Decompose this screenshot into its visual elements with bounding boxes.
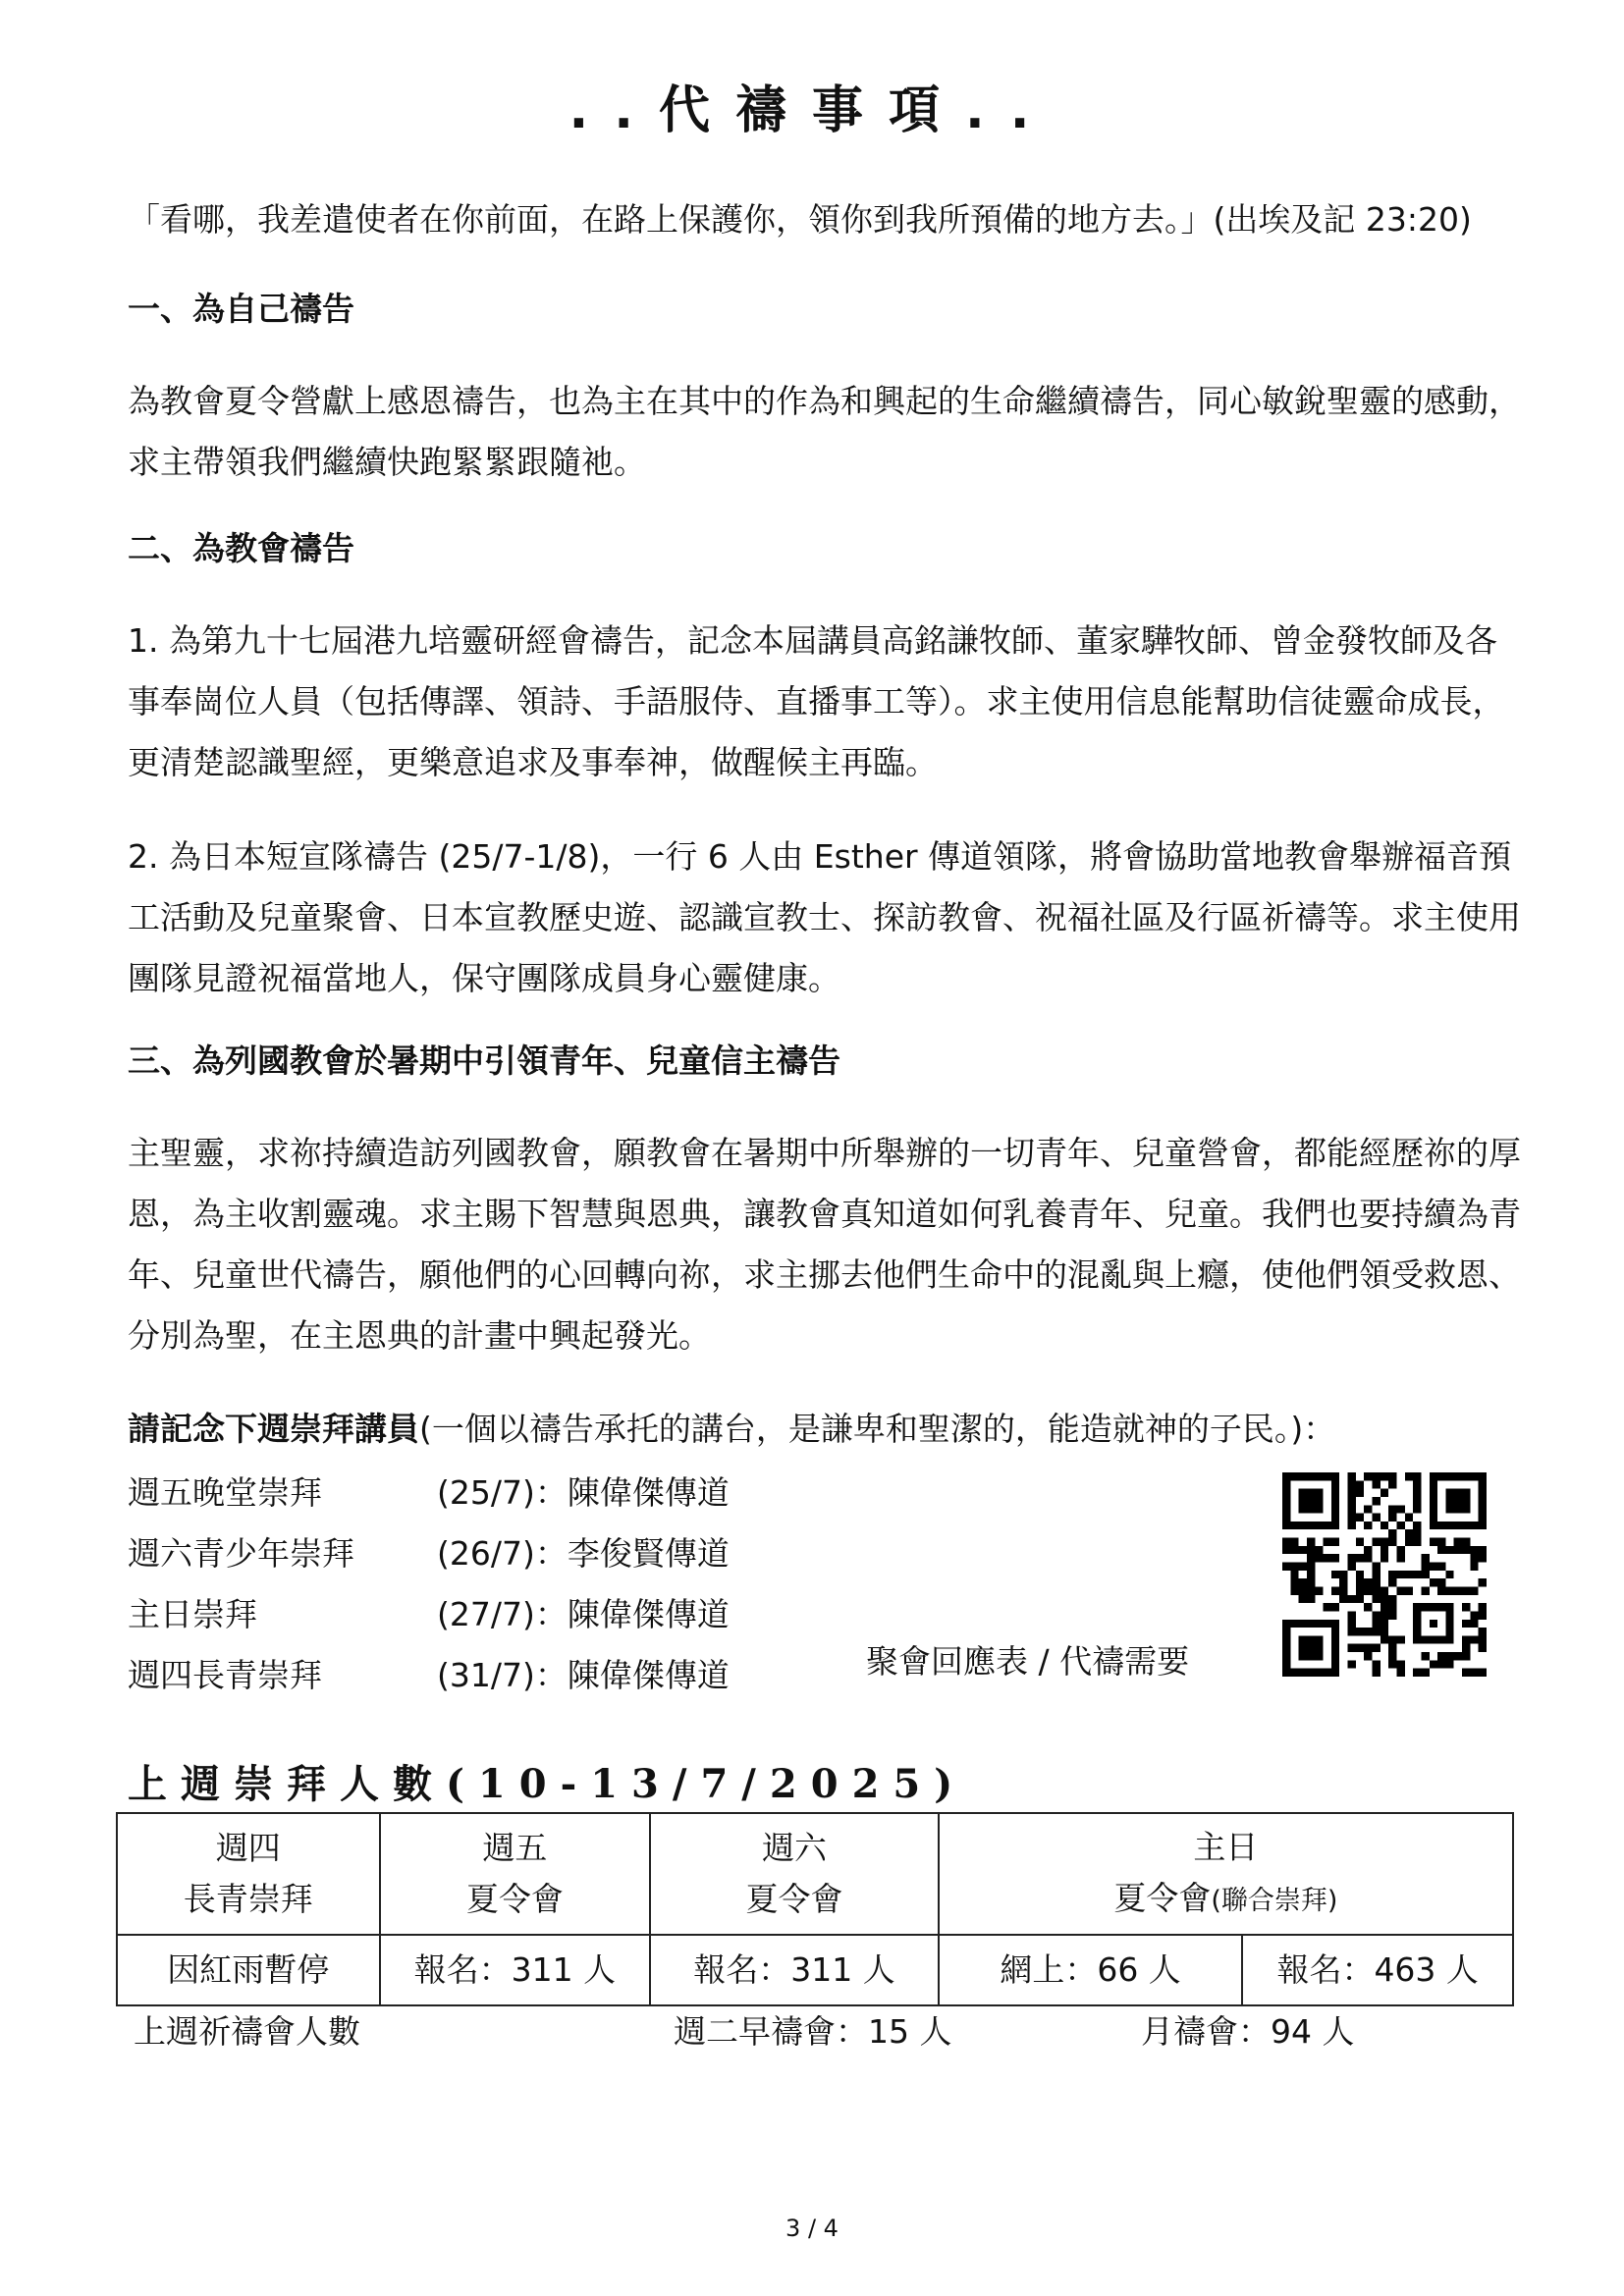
qr-caption: 聚會回應表 / 代禱需要 <box>866 1642 1190 1681</box>
table-cell: 報名：311 人 <box>650 1935 939 2005</box>
speakers-intro-note: (一個以禱告承托的講台，是謙卑和聖潔的，能造就神的子民。)： <box>419 1410 1336 1448</box>
speaker-row <box>128 1523 815 1584</box>
speaker-service: 週六青少年崇拜 <box>128 1534 354 1573</box>
table-cell: 網上：66 人 <box>939 1935 1243 2005</box>
section-self-body <box>128 371 1522 493</box>
speaker-detail: (25/7)：陳偉傑傳道 <box>437 1473 730 1512</box>
speaker-detail: (26/7)：李俊賢傳道 <box>437 1534 730 1573</box>
prayer-meeting-monthly: 月禱會：94 人 <box>1141 2012 1355 2051</box>
table-cell: 因紅雨暫停 <box>117 1935 380 2005</box>
speaker-row <box>128 1463 815 1523</box>
prayer-meeting-tuesday: 週二早禱會：15 人 <box>674 2012 952 2051</box>
header-day: 週六 <box>762 1829 827 1867</box>
table-cell: 報名：463 人 <box>1242 1935 1513 2005</box>
table-header-cell <box>650 1813 939 1935</box>
speaker-row <box>128 1584 815 1645</box>
header-event-note: (聯合崇拜) <box>1211 1885 1338 1916</box>
header-event: 夏令會 <box>1113 1878 1212 1917</box>
header-event: 夏令會 <box>745 1880 843 1918</box>
scripture-verse: 「看哪，我差遣使者在你前面，在路上保護你，領你到我所預備的地方去。」(出埃及記 23:20) <box>128 200 1472 239</box>
attendance-title: 上週崇拜人數(10-13/7/2025) <box>128 1761 967 1807</box>
prayer-meeting-label: 上週祈禱會人數 <box>134 2012 360 2051</box>
speaker-service: 週五晚堂崇拜 <box>128 1473 322 1512</box>
speakers-intro-title: 請記念下週崇拜講員 <box>128 1410 419 1448</box>
table-row <box>117 1813 1513 1935</box>
section-heading-self: 一、為自己禱告 <box>128 290 354 328</box>
speaker-detail: (31/7)：陳偉傑傳道 <box>437 1656 730 1694</box>
section-heading-church: 二、為教會禱告 <box>128 529 354 567</box>
paragraph: 主聖靈，求祢持續造訪列國教會，願教會在暑期中所舉辦的一切青年、兒童營會，都能經歷祢的厚恩，為主收割靈魂。求主賜下智慧與恩典，讓教會真知道如何乳養青年、兒童。我們也要持續為青年、兒童世代禱告，願他們的心回轉向祢，求主挪去他們生命中的混亂與上癮，使他們領受救恩、分別為聖，在主恩典的計畫中興起發光。 <box>128 1134 1521 1355</box>
paragraph: 為教會夏令營獻上感恩禱告，也為主在其中的作為和興起的生命繼續禱告，同心敏銳聖靈的感動，求主帶領我們繼續快跑緊緊跟隨祂。 <box>128 382 1521 481</box>
table-row <box>117 1935 1513 2005</box>
page-number: 3 / 4 <box>785 2215 839 2242</box>
speaker-service: 週四長青崇拜 <box>128 1656 322 1694</box>
section-church-item-1 <box>128 611 1522 793</box>
qr-code-icon[interactable] <box>1282 1472 1487 1677</box>
speaker-row <box>128 1645 815 1706</box>
header-event: 夏令會 <box>465 1880 564 1918</box>
paragraph: 1. 為第九十七屆港九培靈研經會禱告，記念本屆講員高銘謙牧師、董家驊牧師、曾金發牧師及各事奉崗位人員（包括傳譯、領詩、手語服侍、直播事工等）。求主使用信息能幫助信徒靈命成長，更清楚認識聖經，更樂意追求及事奉神，做醒候主再臨。 <box>128 621 1505 781</box>
table-header-cell <box>939 1813 1513 1935</box>
speaker-service: 主日崇拜 <box>128 1595 257 1633</box>
header-day: 週五 <box>482 1829 548 1867</box>
section-heading-nations: 三、為列國教會於暑期中引領青年、兒童信主禱告 <box>128 1041 840 1080</box>
header-day: 週四 <box>215 1829 281 1867</box>
section-nations-body <box>128 1123 1522 1366</box>
table-header-cell <box>117 1813 380 1935</box>
page-title: ..代禱事項.. <box>568 81 1056 140</box>
header-day: 主日 <box>1193 1827 1259 1866</box>
attendance-table <box>116 1812 1514 2006</box>
section-church-item-2 <box>128 827 1522 1009</box>
table-header-cell <box>380 1813 651 1935</box>
speaker-detail: (27/7)：陳偉傑傳道 <box>437 1595 730 1633</box>
paragraph: 2. 為日本短宣隊禱告 (25/7-1/8)，一行 6 人由 Esther 傳道領隊，將會協助當地教會舉辦福音預工活動及兒童聚會、日本宣教歷史遊、認識宣教士、探訪教會、祝福社區及行區祈禱等。求主使用團隊見證祝福當地人，保守團隊成員身心靈健康。 <box>128 837 1521 997</box>
header-event: 長青崇拜 <box>183 1880 313 1918</box>
speakers-intro <box>128 1402 1335 1457</box>
table-cell: 報名：311 人 <box>380 1935 651 2005</box>
